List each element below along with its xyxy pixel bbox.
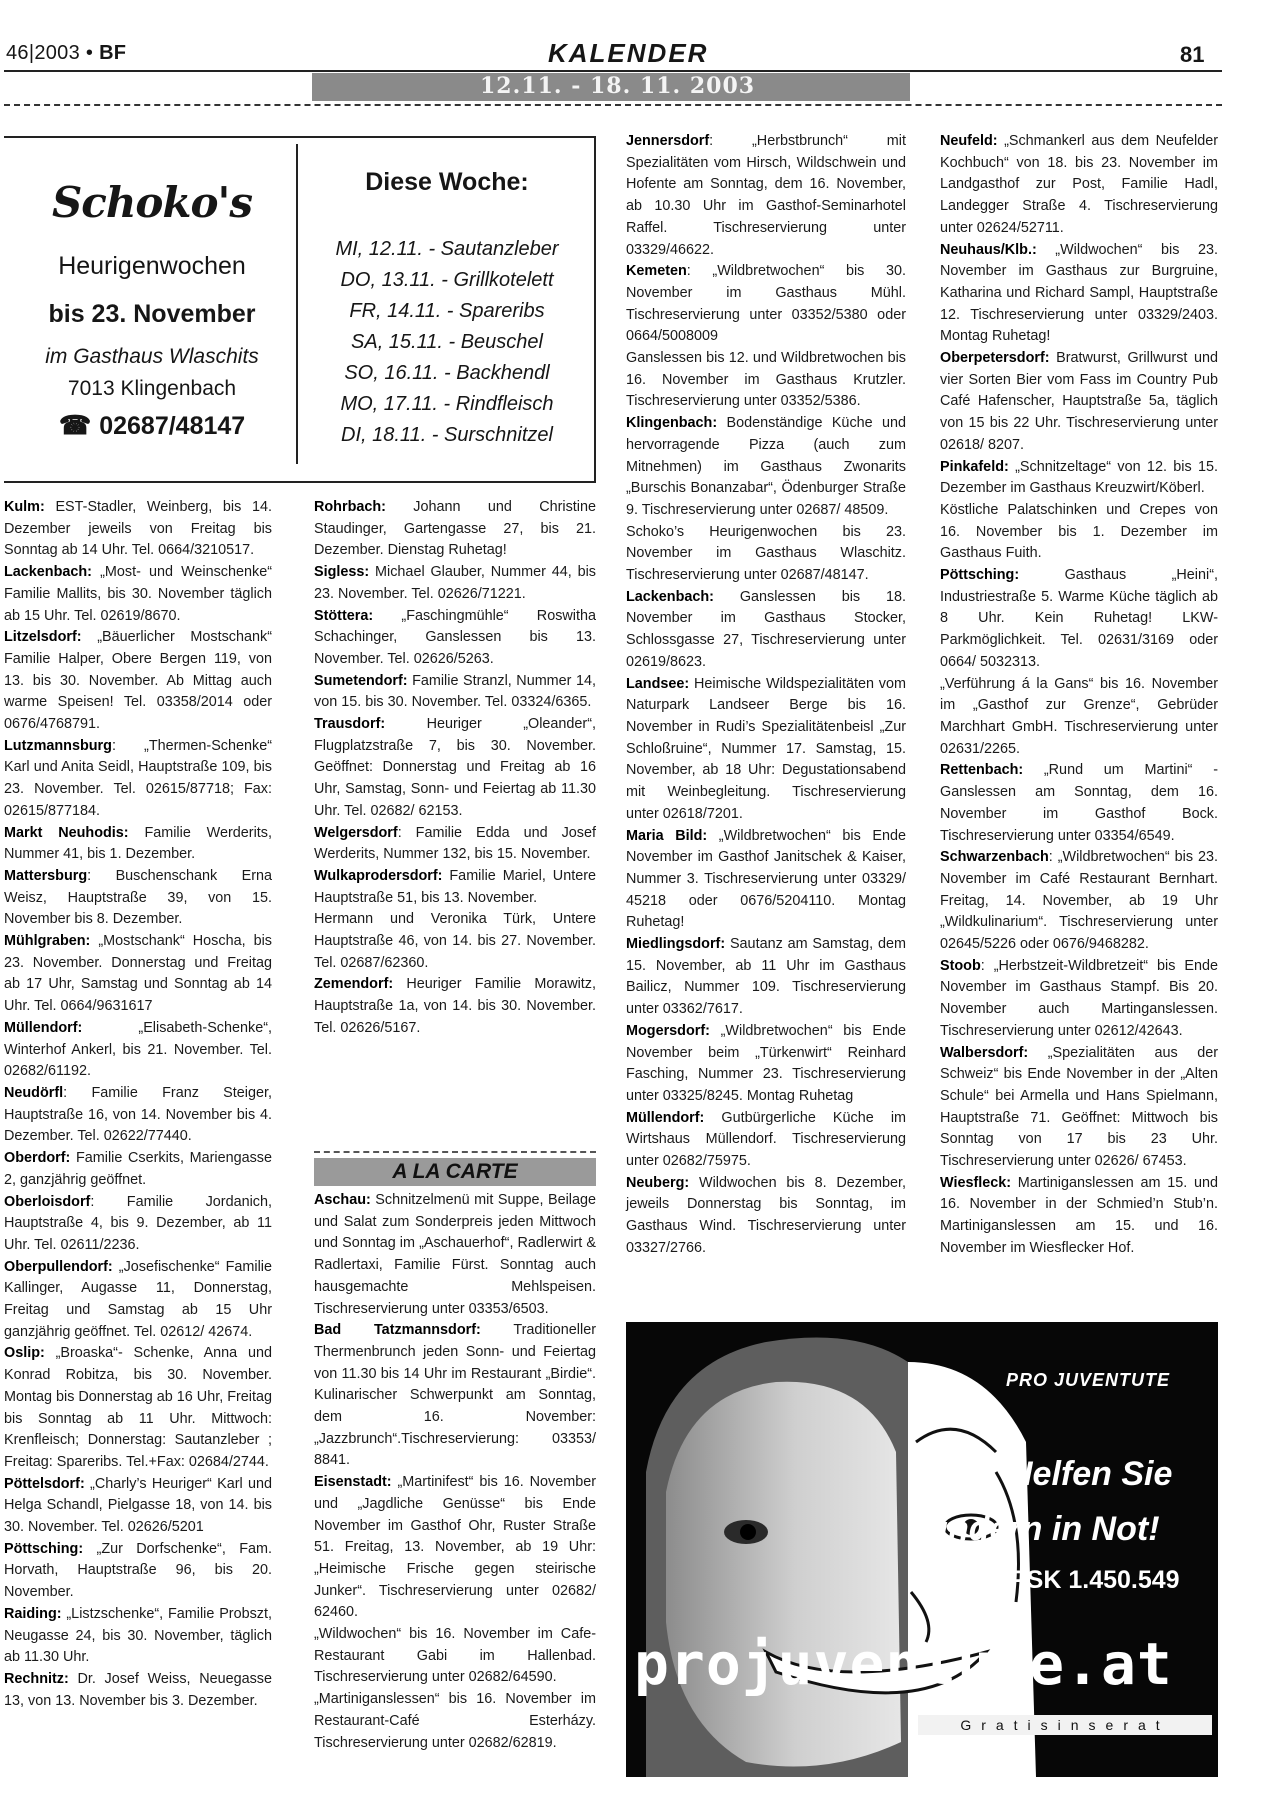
listing-entry: Pöttelsdorf: „Charly’s Heuriger“ Karl und Helga Schandl, Pielgasse 18, von 14. bis 30. November. Tel. 02626/5201: [4, 1475, 272, 1536]
week-menu-item: DI, 18.11. - Surschnitzel: [341, 424, 553, 446]
listing-entry: Köstliche Palatschinken und Crepes von 16. November bis 1. Dezember im Gasthaus Fuith.: [940, 501, 1218, 562]
pro-juventute-headline-2: Kindern in Not!: [914, 1510, 1160, 1548]
listing-entry: Zemendorf: Heuriger Familie Morawitz, Hauptstraße 1a, von 14. bis 30. November. Tel. 02626/5167.: [314, 976, 596, 1036]
listing-entry: Kemeten: „Wildbretwochen“ bis 30. November im Gasthaus Mühl. Tischreservierung unter 03352/5380 oder 0664/5008009: [626, 263, 906, 345]
week-menu-item: DO, 13.11. - Grillkotelett: [340, 269, 554, 291]
listing-entry: Wulkaprodersdorf: Familie Mariel, Untere Hauptstraße 51, bis 13. November.: [314, 867, 596, 906]
listing-entry: Landsee: Heimische Wildspezialitäten vom Naturpark Landseer Berge bis 16. November in Rudi’s Spezialitätenbeisl „Zur Schloßruine“, Nummer 17. Samstag, 15. November, ab 18 Uhr: Degustationsabend mit Weinbegleitung. Tischreservierung unter 02618/7201.: [626, 675, 906, 822]
listing-entry: Müllendorf: Gutbürgerliche Küche im Wirtshaus Müllendorf. Tischreservierung unter 02682/75975.: [626, 1109, 906, 1170]
listing-entry: Neuberg: Wildwochen bis 8. Dezember, jeweils Donnerstag bis Sonntag, im Gasthaus Wind. Tischreservierung unter 03327/2766.: [626, 1174, 906, 1256]
listing-entry: Mattersburg: Buschenschank Erna Weisz, Hauptstraße 39, von 15. November bis 8. Dezember.: [4, 867, 272, 928]
listing-entry: Wiesfleck: Martiniganslessen am 15. und 16. November in der Schmied’n Stub’n. Martiniganslessen am 15. und 16. November im Wiesflecker Hof.: [940, 1174, 1218, 1256]
listing-entry: Klingenbach: Bodenständige Küche und hervorragende Pizza (auch zum Mitnehmen) im Gasthaus Zwonarits „Burschis Bonanzabar“, Ödenburger Straße 9. Tischreservierung unter 02687/ 48509.: [626, 415, 906, 518]
pro-juventute-account: PSK 1.450.549: [1010, 1566, 1180, 1594]
listing-entry: Trausdorf: Heuriger „Oleander“, Flugplatzstraße 7, bis 30. November. Geöffnet: Donnerstag und Freitag ab 16 Uhr, Samstag, Sonn- und Feiertag ab 11.30 Uhr. Tel. 02682/ 62153.: [314, 716, 596, 819]
listing-entry: Raiding: „Listzschenke“, Familie Probszt, Neugasse 24, bis 30. November, täglich ab 11.30 Uhr.: [4, 1605, 272, 1666]
listing-entry: Jennersdorf: „Herbstbrunch“ mit Spezialitäten vom Hirsch, Wildschwein und Hofente am Sonntag, dem 16. November, ab 10.30 Uhr im Gasthof-Seminarhotel Raffel. Tischreservierung unter 03329/46622.: [626, 133, 906, 258]
listing-entry: Ganslessen bis 12. und Wildbretwochen bis 16. November im Gasthaus Krutzler. Tischreservierung unter 03352/5386.: [626, 350, 906, 410]
week-menu-list: [300, 234, 594, 451]
listing-entry: Schoko’s Heurigenwochen bis 23. November im Gasthaus Wlaschitz. Tischreservierung unter 02687/48147.: [626, 523, 906, 584]
listings-column-2: [314, 497, 596, 1040]
listing-entry: Markt Neuhodis: Familie Werderits, Nummer 41, bis 1. Dezember.: [4, 824, 272, 863]
schoko-ad-phone: ☎ 02687/48147: [58, 410, 246, 440]
listing-entry: Eisenstadt: „Martinifest“ bis 16. November und „Jagdliche Genüsse“ bis Ende November im Gasthof Ohr, Ruster Straße 51. Freitag, 13. November, ab 19 Uhr: „Heimische Frische gegen steirische Junker“. Tischreservierung unter 02682/ 62460.: [314, 1474, 596, 1621]
listing-entry: Lackenbach: „Most- und Weinschenke“ Familie Mallits, bis 30. November täglich ab 15 Uhr. Tel. 02619/8670.: [4, 564, 272, 624]
listing-entry: Müllendorf: „Elisabeth-Schenke“, Winterhof Ankerl, bis 21. November. Tel. 02682/61192.: [4, 1019, 272, 1080]
listing-entry: Stoob: „Herbstzeit-Wildbretzeit“ bis Ende November im Gasthaus Stampf. Bis 20. November auch Martinganslessen. Tischreservierung unter 02612/42643.: [940, 957, 1218, 1039]
listing-entry: Miedlingsdorf: Sautanz am Samstag, dem 15. November, ab 11 Uhr im Gasthaus Bailicz, Nummer 109. Tischreservierung unter 03362/7617.: [626, 936, 906, 1018]
listing-entry: Welgersdorf: Familie Edda und Josef Werderits, Nummer 132, bis 15. November.: [314, 824, 596, 863]
publication-name: BF: [99, 42, 127, 64]
listing-entry: Lutzmannsburg: „Thermen-Schenke“ Karl und Anita Seidl, Hauptstraße 109, bis 23. November. Tel. 02615/87718; Fax: 02615/877184.: [4, 737, 272, 819]
listing-entry: Neufeld: „Schmankerl aus dem Neufelder Kochbuch“ von 18. bis 23. November im Landgasthof zur Post, Familie Hadl, Landegger Straße 4. Tischreservierung unter 02624/52711.: [940, 133, 1218, 236]
listing-entry: „Verführung á la Gans“ bis 16. November im „Gasthof zur Grenze“, Gebrüder Marchhart GmbH. Tischreservierung unter 02631/2265.: [940, 675, 1218, 757]
week-menu-title: Diese Woche:: [365, 168, 529, 196]
listing-entry: Rohrbach: Johann und Christine Staudinger, Gartengasse 27, bis 21. Dezember. Dienstag Ruhetag!: [314, 499, 596, 559]
listing-entry: Oberpullendorf: „Josefischenke“ Familie Kallinger, Augasse 11, Donnerstag, Freitag und Samstag ab 15 Uhr ganzjährig geöffnet. Tel. 02612/ 42674.: [4, 1258, 272, 1340]
listing-entry: Maria Bild: „Wildbretwochen“ bis Ende November im Gasthof Janitschek & Kaiser, Nummer 3. Tischreservierung unter 03329/ 45218 oder 0676/5204110. Montag Ruhetag!: [626, 827, 907, 931]
schoko-ad-line3: im Gasthaus Wlaschits: [45, 345, 259, 368]
week-menu-item: MO, 17.11. - Rindfleisch: [340, 393, 554, 415]
listing-entry: Mogersdorf: „Wildbretwochen“ bis Ende November beim „Türkenwirt“ Reinhard Fasching, Nummer 23. Tischreservierung unter 03325/8245. Montag Ruhetag: [626, 1022, 906, 1104]
gratisinserat-label: Gratisinserat: [960, 1717, 1170, 1733]
listing-entry: Walbersdorf: „Spezialitäten aus der Schweiz“ bis Ende November in der „Alten Schule“ bei Armella und Hans Spielmann, Hauptstraße 71. Geöffnet: Mittwoch bis Sonntag von 17 bis 23 Uhr. Tischreservierung unter 02626/ 67453.: [940, 1044, 1218, 1170]
week-menu-item: MI, 12.11. - Sautanzleber: [335, 238, 559, 260]
listing-entry: Aschau: Schnitzelmenü mit Suppe, Beilage und Salat zum Sonderpreis jeden Mittwoch und Sonntag im „Aschauerhof“, Radlerwirt & Radlertaxi, Familie Fürst. Sonntag auch hausgemachte Mehlspeisen. Tischreservierung unter 03353/6503.: [314, 1192, 596, 1317]
schoko-ad-line1: Heurigenwochen: [58, 252, 246, 280]
listing-entry: „Wildwochen“ bis 16. November im Cafe-Restaurant Gabi im Hallenbad. Tischreservierung unter 02682/64590.: [314, 1626, 596, 1686]
listing-entry: Oslip: „Broaska“- Schenke, Anna und Konrad Robitza, bis 30. November. Montag bis Donnerstag ab 16 Uhr, Freitag bis Sonntag ab 11 Uhr. Mittwoch: Krenfleisch; Donnerstag: Sautanzleber ; Freitag: Spareribs. Tel.+Fax: 02684/2744.: [4, 1345, 272, 1470]
pro-juventute-url: projuventute.at: [634, 1630, 1173, 1698]
schoko-logo: Schoko's: [51, 178, 253, 227]
week-menu-item: SA, 15.11. - Beuschel: [351, 331, 543, 353]
pro-juventute-headline-1: Helfen Sie: [1008, 1455, 1173, 1493]
listing-entry: Litzelsdorf: „Bäuerlicher Mostschank“ Familie Halper, Obere Bergen 119, von 13. bis 30. November. Ab Mittag auch warme Speisen! Tel. 03358/2014 oder 0676/4768791.: [4, 629, 272, 733]
listing-entry: Pöttsching: Gasthaus „Heini“, Industriestraße 5. Warme Küche täglich ab 8 Uhr. Kein Ruhetag! LKW-Parkmöglichkeit. Tel. 02631/3169 oder 0664/ 5032313.: [940, 567, 1218, 670]
week-menu-item: FR, 14.11. - Spareribs: [349, 300, 545, 322]
listing-entry: Oberdorf: Familie Cserkits, Mariengasse 2, ganzjährig geöffnet.: [4, 1150, 272, 1188]
schoko-ad-line4: 7013 Klingenbach: [67, 377, 237, 400]
listings-column-4: [940, 131, 1218, 1260]
listing-entry: Neudörfl: Familie Franz Steiger, Hauptstraße 16, von 14. November bis 4. Dezember. Tel. 02622/77440.: [4, 1084, 272, 1145]
listing-entry: Lackenbach: Ganslessen bis 18. November im Gasthaus Stocker, Schlossgasse 27, Tischreservierung unter 02619/8623.: [626, 588, 906, 670]
header-rule: [4, 70, 1222, 72]
page-number: 81: [1180, 42, 1205, 67]
listing-entry: Bad Tatzmannsdorf: Traditioneller Thermenbrunch jeden Sonn- und Feiertag von 11.30 bis 14 Uhr im Restaurant „Birdie“. Kulinarischer Schwerpunkt am Sonntag, dem 16. November: „Jazzbrunch“.Tischreservierung: 03353/ 8841.: [314, 1322, 596, 1469]
listing-entry: Rechnitz: Dr. Josef Weiss, Neuegasse 13, von 13. November bis 3. Dezember.: [4, 1670, 272, 1709]
phone-icon: ☎: [58, 410, 92, 440]
listing-entry: Neuhaus/Klb.: „Wildwochen“ bis 23. November im Gasthaus zur Burgruine, Katharina und Richard Sampl, Hauptstraße 12. Tischreservierung unter 03329/2403. Montag Ruhetag!: [940, 241, 1218, 345]
listing-entry: Oberloisdorf: Familie Jordanich, Hauptstraße 4, bis 9. Dezember, ab 11 Uhr. Tel. 02611/2236.: [4, 1193, 272, 1253]
date-range: 12.11. - 18. 11. 2003: [480, 73, 756, 99]
section-title: KALENDER: [548, 38, 709, 68]
listing-entry: „Martiniganslessen“ bis 16. November im Restaurant-Café Esterházy. Tischreservierung unter 02682/62819.: [314, 1691, 596, 1751]
week-menu-item: SO, 16.11. - Backhendl: [344, 362, 550, 384]
issue-number: 46|2003 • BF: [6, 42, 127, 64]
listing-entry: Hermann und Veronika Türk, Untere Hauptstraße 46, von 14. bis 27. November. Tel. 02687/62360.: [314, 911, 596, 971]
listings-column-3: [626, 131, 906, 1260]
listing-entry: Oberpetersdorf: Bratwurst, Grillwurst und vier Sorten Bier vom Fass im Country Pub Café Hafenscher, Hauptstraße 5a, täglich von 15 bis 22 Uhr. Tischreservierung unter 02618/ 8207.: [940, 350, 1218, 453]
listing-entry: Mühlgraben: „Mostschank“ Hoscha, bis 23. November. Donnerstag und Freitag ab 17 Uhr, Samstag und Sonntag ab 14 Uhr. Tel. 0664/9631617: [4, 933, 272, 1015]
listing-entry: Kulm: EST-Stadler, Weinberg, bis 14. Dezember jeweils von Freitag bis Sonntag ab 14 Uhr. Tel. 0664/3210517.: [4, 499, 272, 559]
listing-entry: Pinkafeld: „Schnitzeltage“ von 12. bis 15. Dezember im Gasthaus Kreuzwirt/Köberl.: [940, 458, 1218, 497]
pro-juventute-logo: PRO JUVENTUTE: [1006, 1370, 1171, 1390]
listing-entry: Sumetendorf: Familie Stranzl, Nummer 14, von 15. bis 30. November. Tel. 03324/6365.: [314, 672, 596, 711]
a-la-carte-title: A LA CARTE: [392, 1160, 518, 1183]
listing-entry: Schwarzenbach: „Wildbretwochen“ bis 23. November im Café Restaurant Bernhart. Freitag, 14. November, ab 19 Uhr „Wildkulinarium“. Tischreservierung unter 02645/5226 oder 0676/9468282.: [940, 849, 1218, 953]
a-la-carte-rule: [314, 1151, 596, 1153]
listing-entry: Rettenbach: „Rund um Martini“ - Ganslessen am Sonntag, dem 16. November im Gasthof Bock. Tischreservierung unter 03354/6549.: [940, 762, 1218, 844]
listing-entry: Stöttera: „Faschingmühle“ Roswitha Schachinger, Ganslessen bis 13. November. Tel. 02626/5263.: [314, 607, 596, 667]
a-la-carte-list: [314, 1190, 596, 1754]
listings-column-1: [4, 497, 272, 1712]
listing-entry: Sigless: Michael Glauber, Nummer 44, bis 23. November. Tel. 02626/71221.: [314, 564, 596, 602]
schoko-ad-line2: bis 23. November: [48, 300, 256, 328]
header-dashed-rule: [4, 104, 1222, 106]
listing-entry: Pöttsching: „Zur Dorfschenke“, Fam. Horvath, Hauptstraße 96, bis 20. November.: [4, 1540, 272, 1601]
